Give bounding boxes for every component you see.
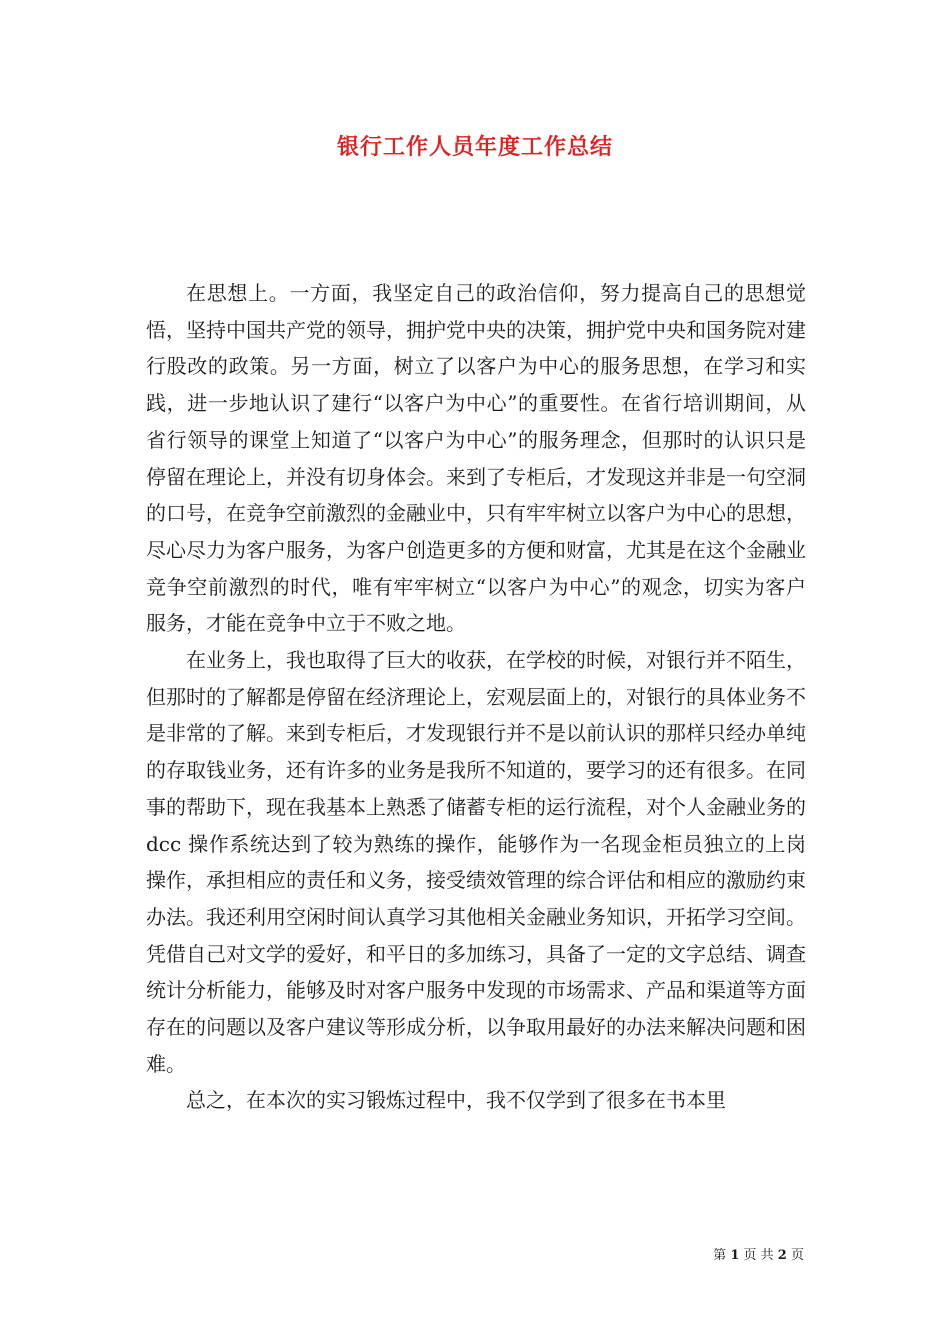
current-page-number: 1 <box>730 1248 740 1263</box>
footer-prefix: 第 <box>713 1248 727 1263</box>
paragraph: 在业务上，我也取得了巨大的收获，在学校的时候，对银行并不陌生，但那时的了解都是停留在经济理论上，宏观层面上的，对银行的具体业务不是非常的了解。来到专柜后，才发现银行并不是以前认识的那样只经办单纯的存取钱业务，还有许多的业务是我所不知道的，要学习的还有很多。在同事的帮助下，现在我基本上熟悉了储蓄专柜的运行流程，对个人金融业务的 dcc 操作系统达到了较为熟练的操作，能够作为一名现金柜员独立的上岗操作，承担相应的责任和义务，接受绩效管理的综合评估和相应的激励约束办法。我还利用空闲时间认真学习其他相关金融业务知识，开拓学习空间。凭借自己对文学的爱好，和平日的多加练习，具备了一定的文字总结、调查统计分析能力，能够及时对客户服务中发现的市场需求、产品和渠道等方面存在的问题以及客户建议等形成分析，以争取用最好的办法来解决问题和困难。 <box>146 648 806 1076</box>
total-pages-number: 2 <box>777 1248 787 1263</box>
paragraph: 总之，在本次的实习锻炼过程中，我不仅学到了很多在书本里 <box>186 1088 726 1113</box>
document-title: 银行工作人员年度工作总结 <box>336 134 613 160</box>
paragraph: 在思想上。一方面，我坚定自己的政治信仰，努力提高自己的思想觉悟，坚持中国共产党的领导，拥护党中央的决策，拥护党中央和国务院对建行股改的政策。另一方面，树立了以客户为中心的服务思想，在学习和实践，进一步地认识了建行“以客户为中心”的重要性。在省行培训期间，从省行领导的课堂上知道了“以客户为中心”的服务理念，但那时的认识只是停留在理论上，并没有切身体会。来到了专柜后，才发现这并非是一句空洞的口号，在竞争空前激烈的金融业中，只有牢牢树立以客户为中心的思想，尽心尽力为客户服务，为客户创造更多的方便和财富，尤其是在这个金融业竞争空前激烈的时代，唯有牢牢树立“以客户为中心”的观念，切实为客户服务，才能在竞争中立于不败之地。 <box>146 281 806 636</box>
footer-suffix: 页 <box>790 1248 804 1263</box>
footer-middle: 页 共 <box>743 1248 774 1263</box>
document-body <box>146 275 806 1119</box>
page-number-footer <box>713 1247 804 1265</box>
